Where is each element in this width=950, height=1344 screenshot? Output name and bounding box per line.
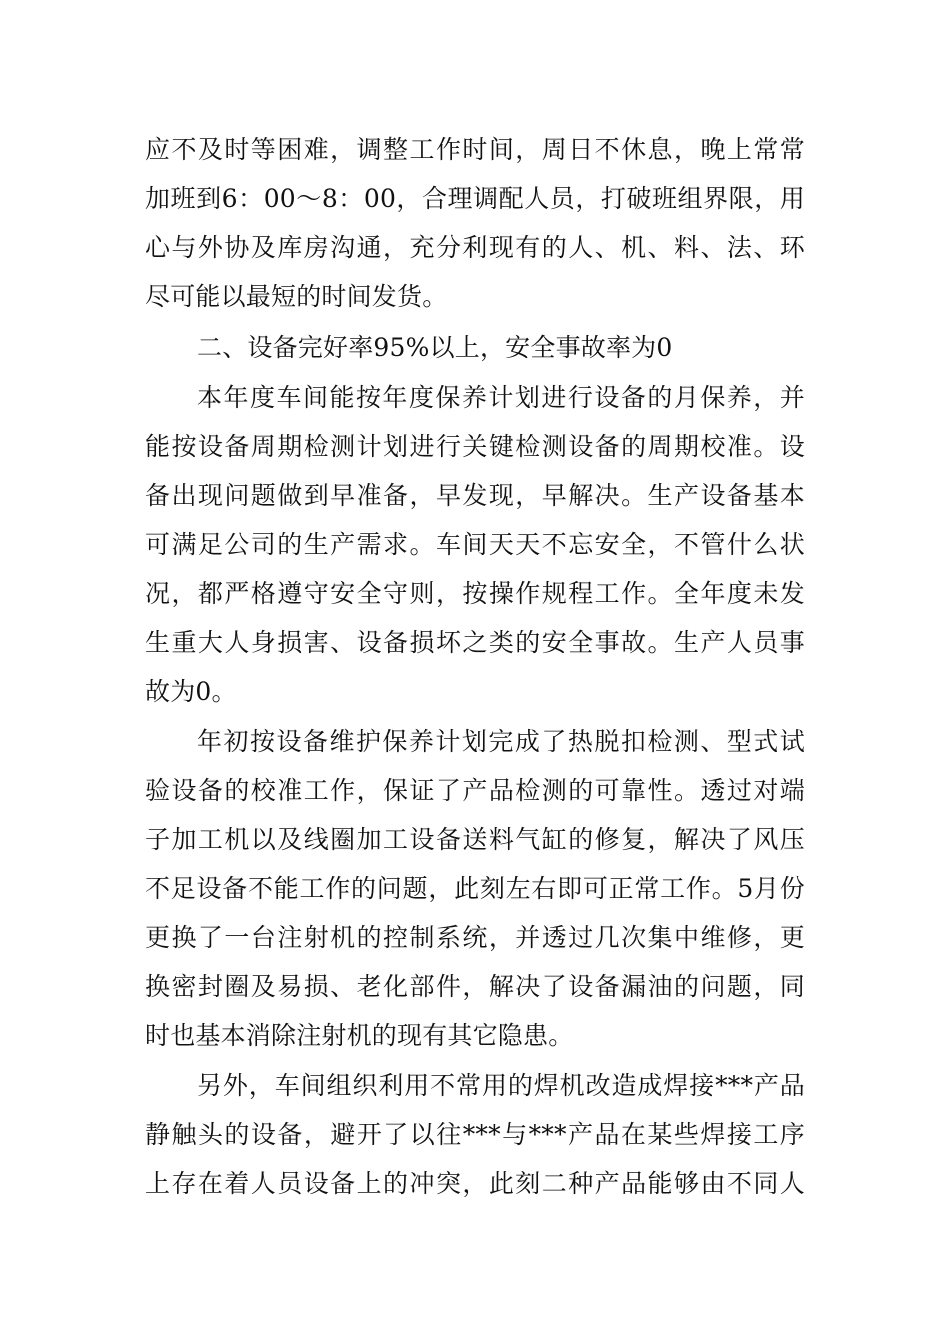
text-line: 年初按设备维护保养计划完成了热脱扣检测、型式试 <box>197 727 805 756</box>
text-line: 加班到6：00～8：00，合理调配人员，打破班组界限，用 <box>145 184 805 213</box>
text-line: 静触头的设备，避开了以往***与***产品在某些焊接工序 <box>145 1120 805 1149</box>
text-line: 换密封圈及易损、老化部件，解决了设备漏油的问题，同 <box>145 972 805 1001</box>
text-line: 故为0。 <box>145 677 237 706</box>
text-line: 况，都严格遵守安全守则，按操作规程工作。全年度未发 <box>145 579 805 608</box>
text-line: 心与外协及库房沟通，充分利现有的人、机、料、法、环 <box>145 233 805 262</box>
text-line: 上存在着人员设备上的冲突，此刻二种产品能够由不同人 <box>145 1169 805 1198</box>
text-line: 应不及时等困难，调整工作时间，周日不休息，晚上常常 <box>145 135 805 164</box>
text-line: 可满足公司的生产需求。车间天天不忘安全，不管什么状 <box>145 530 805 559</box>
text-line: 子加工机以及线圈加工设备送料气缸的修复，解决了风压 <box>145 825 805 854</box>
text-line: 另外，车间组织利用不常用的焊机改造成焊接***产品 <box>197 1071 805 1100</box>
text-line: 验设备的校准工作，保证了产品检测的可靠性。透过对端 <box>145 776 805 805</box>
text-line: 能按设备周期检测计划进行关键检测设备的周期校准。设 <box>145 432 805 461</box>
section-heading: 二、设备完好率95%以上，安全事故率为0 <box>197 333 673 362</box>
text-line: 本年度车间能按年度保养计划进行设备的月保养，并 <box>197 383 805 412</box>
text-line: 尽可能以最短的时间发货。 <box>145 282 448 311</box>
text-line: 备出现问题做到早准备，早发现，早解决。生产设备基本 <box>145 481 805 510</box>
text-line: 生重大人身损害、设备损坏之类的安全事故。生产人员事 <box>145 628 805 657</box>
text-line: 不足设备不能工作的问题，此刻左右即可正常工作。5月份 <box>145 874 805 903</box>
text-line: 更换了一台注射机的控制系统，并透过几次集中维修，更 <box>145 923 805 952</box>
text-line: 时也基本消除注射机的现有其它隐患。 <box>145 1021 574 1050</box>
